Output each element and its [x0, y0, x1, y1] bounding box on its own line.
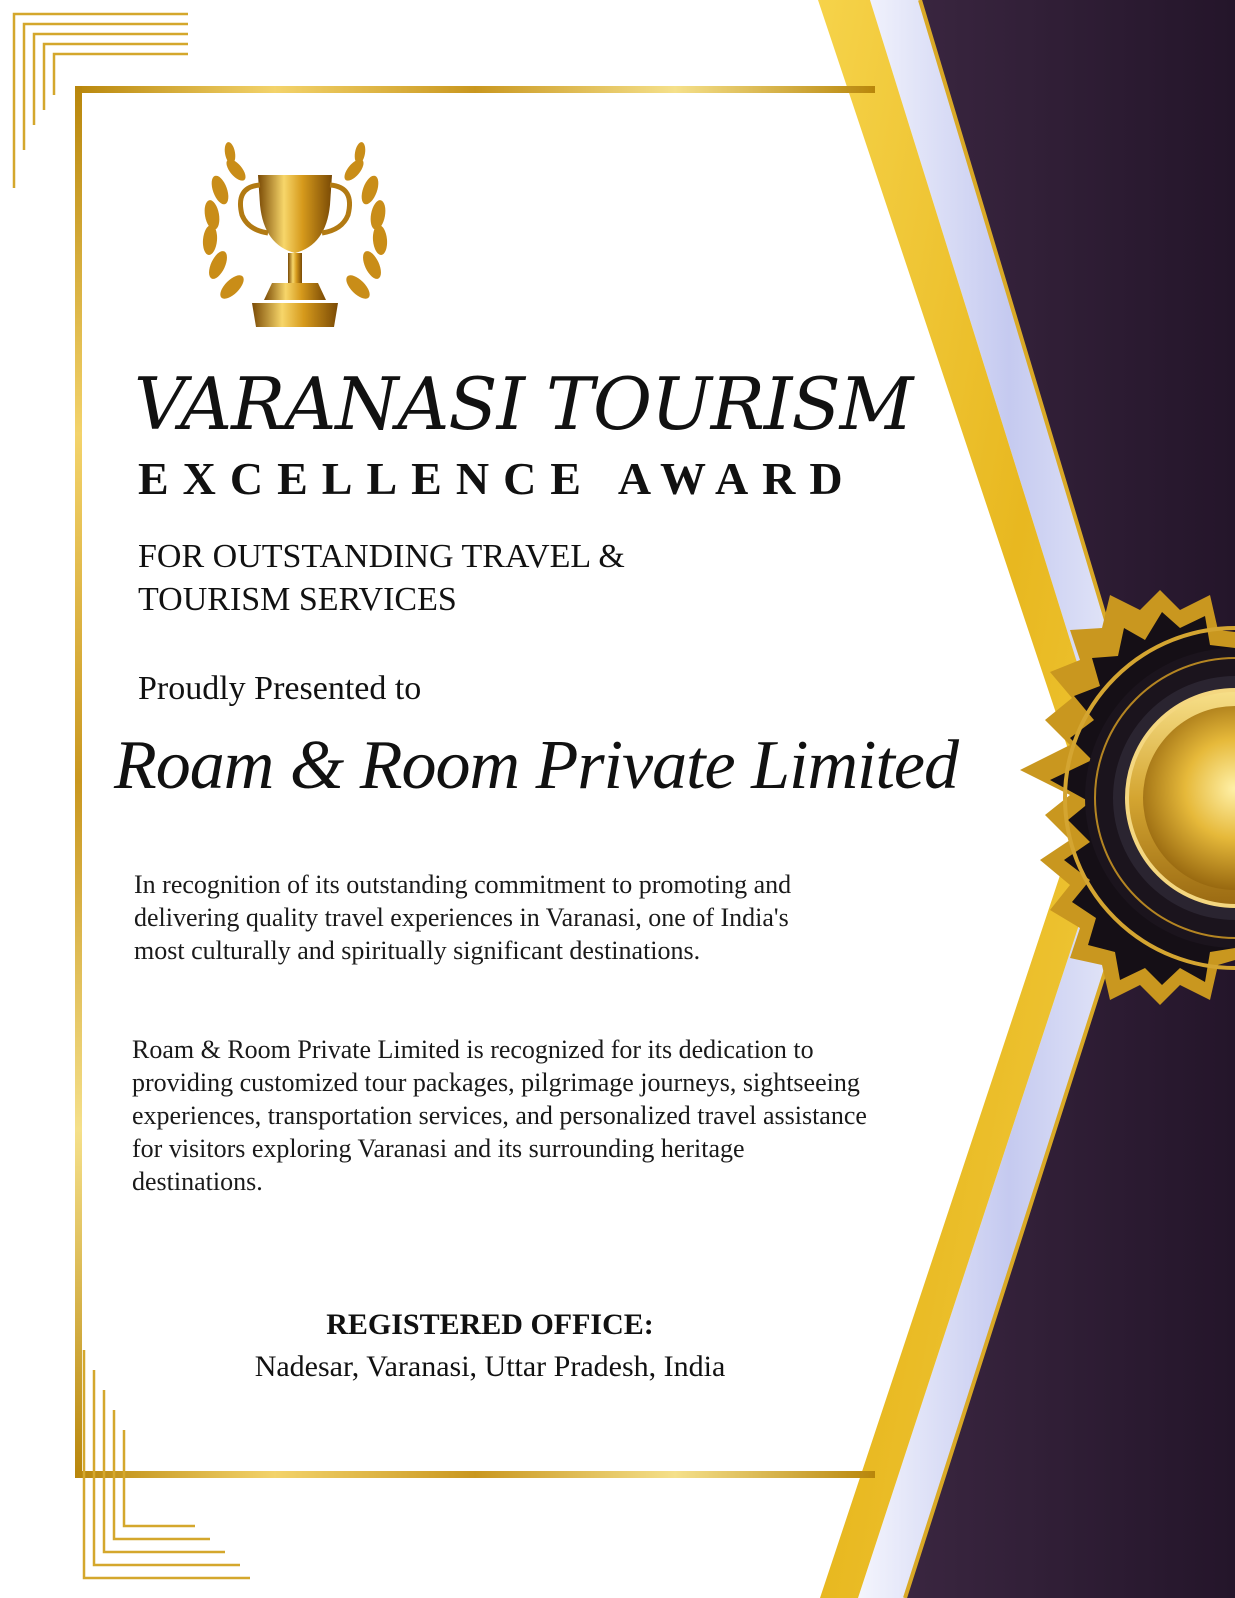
frame-left	[75, 86, 82, 1478]
award-subtitle: FOR OUTSTANDING TRAVEL & TOURISM SERVICES	[138, 538, 625, 618]
trophy-icon	[190, 135, 400, 335]
corner-ornament-top-left	[0, 0, 200, 200]
description-paragraph: Roam & Room Private Limited is recognized for its dedication to providing customized tour packages, pilgrimage journeys, sightseeing experiences, transportation services, and personalized travel assistance for visitors exploring Varanasi and its surrounding heritage destinations.	[132, 1035, 867, 1196]
presented-label: Proudly Presented to	[138, 670, 422, 707]
office-address: Nadesar, Varanasi, Uttar Pradesh, India	[254, 1350, 726, 1383]
award-title-line1: VARANASI TOURISM	[134, 362, 913, 446]
corner-ornament-bottom-left	[0, 1350, 260, 1598]
office-heading: REGISTERED OFFICE:	[326, 1308, 654, 1341]
recognition-paragraph: In recognition of its outstanding commitment to promoting and delivering quality travel experiences in Varanasi, one of India's most culturally and spiritually significant destinations.	[134, 870, 792, 965]
award-title-line2: EXCELLENCE AWARD	[138, 453, 857, 504]
recipient-name: Roam & Room Private Limited	[114, 727, 959, 804]
